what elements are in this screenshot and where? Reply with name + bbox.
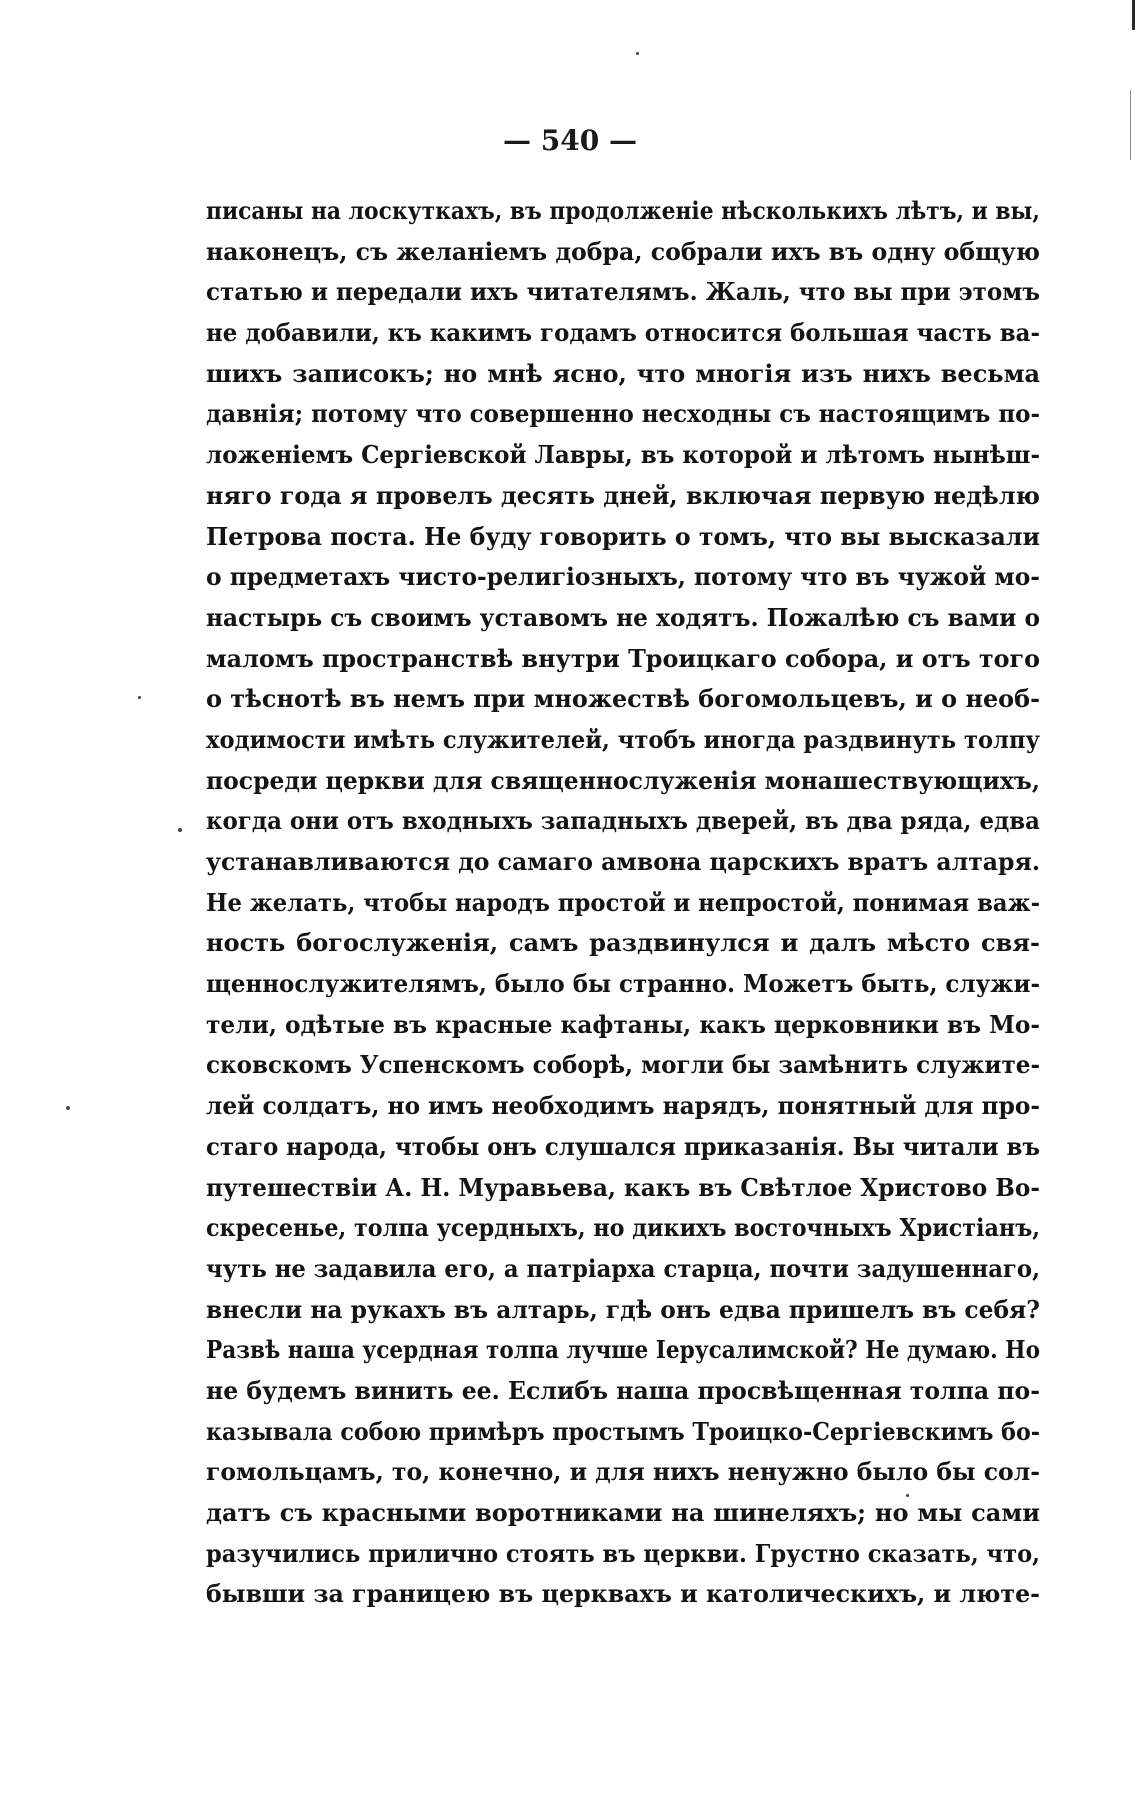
text-line: внесли на рукахъ въ алтарь, гдѣ онъ едва пришелъ въ себя? (206, 1294, 1040, 1324)
scan-speck (178, 828, 182, 832)
text-line: Развѣ наша усердная толпа лучше Іерусалимской? Не думаю. Но (206, 1335, 1040, 1365)
text-line: статью и передали ихъ читателямъ. Жаль, что вы при этомъ (206, 277, 1040, 307)
text-line: щеннослужителямъ, было бы странно. Можетъ быть, служи- (206, 969, 1040, 999)
text-line: не добавили, къ какимъ годамъ относится большая часть ва- (206, 318, 1040, 348)
text-line: маломъ пространствѣ внутри Троицкаго собора, и отъ того (206, 643, 1040, 673)
text-line: ходимости имѣть служителей, чтобъ иногда раздвинуть толпу (206, 724, 1040, 754)
text-line: устанавливаются до самаго амвона царскихъ вратъ алтаря. (206, 847, 1040, 876)
scan-speck (906, 1494, 909, 1497)
body-text (206, 191, 1040, 1615)
text-line: ложеніемъ Сергіевской Лавры, въ которой и лѣтомъ нынѣш- (206, 440, 1040, 470)
text-line: казывала собою примѣръ простымъ Троицко-Сергіевскимъ бо- (206, 1416, 1040, 1446)
text-line: Петрова поста. Не буду говорить о томъ, что вы высказали (206, 521, 1040, 551)
text-line: не будемъ винить ее. Еслибъ наша просвѣщенная толпа по- (206, 1375, 1040, 1405)
text-line: путешествіи А. Н. Муравьева, какъ въ Свѣтлое Христово Во- (206, 1172, 1040, 1202)
page-number: — 540 — (503, 124, 637, 157)
text-line: гомольцамъ, то, конечно, и для нихъ ненужно было бы сол- (206, 1457, 1040, 1487)
text-line: шихъ записокъ; но мнѣ ясно, что многія изъ нихъ весьма (206, 358, 1040, 388)
scan-speck (636, 52, 639, 55)
text-line: когда они отъ входныхъ западныхъ дверей, въ два ряда, едва (206, 806, 1040, 836)
text-line: чуть не задавила его, а патріарха старца, почти задушеннаго, (206, 1253, 1040, 1283)
text-line: стаго народа, чтобы онъ слушался приказанія. Вы читали въ (206, 1131, 1040, 1161)
text-line: лей солдатъ, но имъ необходимъ нарядъ, понятный для про- (206, 1091, 1040, 1121)
text-line: о тѣснотѣ въ немъ при множествѣ богомольцевъ, и о необ- (206, 684, 1040, 714)
text-line: настырь съ своимъ уставомъ не ходятъ. Пожалѣю съ вами о (206, 602, 1040, 632)
text-line: давнія; потому что совершенно несходны съ настоящимъ по- (206, 399, 1040, 429)
text-line: о предметахъ чисто-религіозныхъ, потому что въ чужой мо- (206, 562, 1040, 592)
text-line: датъ съ красными воротниками на шинеляхъ; но мы сами (206, 1498, 1040, 1527)
text-line: скресенье, толпа усердныхъ, но дикихъ восточныхъ Христіанъ, (206, 1213, 1040, 1243)
text-line: тели, одѣтые въ красные кафтаны, какъ церковники въ Мо- (206, 1009, 1040, 1039)
scan-speck (138, 696, 141, 699)
text-line: разучились прилично стоять въ церкви. Грустно сказать, что, (206, 1538, 1040, 1568)
text-line: ность богослуженія, самъ раздвинулся и далъ мѣсто свя- (206, 928, 1040, 958)
page-edge-mark (1132, 0, 1135, 30)
text-line: сковскомъ Успенскомъ соборѣ, могли бы замѣнить служите- (206, 1050, 1040, 1080)
text-line: бывши за границею въ церквахъ и католическихъ, и люте- (206, 1579, 1040, 1609)
text-line: Не желать, чтобы народъ простой и непростой, понимая важ- (206, 887, 1040, 917)
text-line: наконецъ, съ желаніемъ добра, собрали ихъ въ одну общую (206, 236, 1040, 266)
text-line: посреди церкви для священнослуженія монашествующихъ, (206, 765, 1040, 795)
text-line: няго года я провелъ десять дней, включая первую недѣлю (206, 480, 1040, 510)
scan-speck (66, 1106, 70, 1110)
text-line: писаны на лоскуткахъ, въ продолженіе нѣсколькихъ лѣтъ, и вы, (206, 196, 1040, 225)
